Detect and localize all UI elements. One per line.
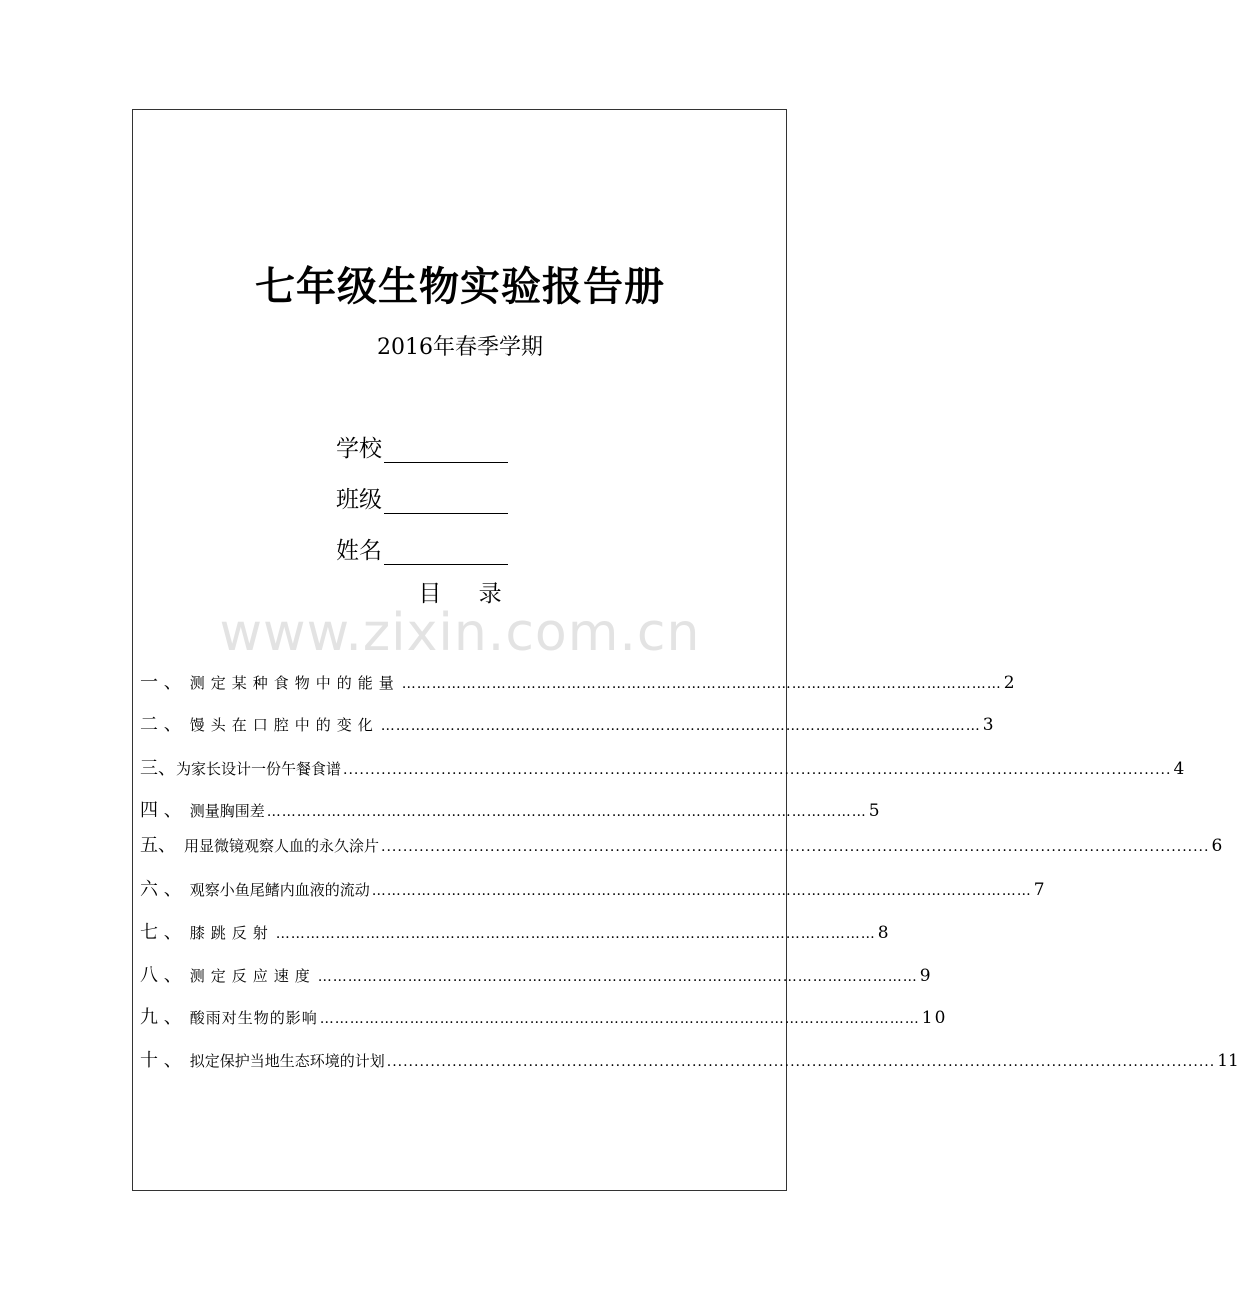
- toc-number: 四 、: [140, 800, 182, 821]
- school-blank-line[interactable]: [384, 440, 508, 463]
- toc-page-number: 6: [1211, 836, 1223, 856]
- school-field[interactable]: [336, 430, 508, 463]
- toc-leader-dots: …………………………………………………………………………………………………………: [266, 804, 867, 820]
- toc-row[interactable]: [140, 1046, 1239, 1072]
- watermark: www.zixin.com.cn: [219, 603, 701, 663]
- toc-number: 六 、: [140, 879, 182, 900]
- toc-label: 观察小鱼尾鳍内血液的流动: [189, 881, 370, 899]
- name-blank-line[interactable]: [384, 542, 508, 565]
- class-blank-line[interactable]: [384, 491, 508, 514]
- toc-page-number: 9: [919, 966, 931, 986]
- toc-number: 九 、: [140, 1007, 182, 1028]
- toc-label: 测定某种食物中的能量: [189, 674, 400, 692]
- toc-label: 拟定保护当地生态环境的计划: [189, 1052, 385, 1070]
- toc-page-number: 8: [877, 923, 889, 943]
- toc-leader-dots: ……………………………………………………………………………………………………………………: [371, 883, 1032, 899]
- toc-row[interactable]: [140, 796, 880, 822]
- toc-page-number: 2: [1003, 673, 1015, 693]
- toc-leader-dots: …………………………………………………………………………………………………………: [317, 969, 918, 985]
- toc-number: 五、: [140, 835, 176, 856]
- toc-row[interactable]: [140, 1003, 948, 1029]
- toc-label: 为家长设计一份午餐食谱: [176, 760, 342, 778]
- toc-row[interactable]: [140, 918, 889, 944]
- toc-leader-dots: …………………………………………………………………………………………………………: [401, 676, 1002, 692]
- toc-number: 一 、: [140, 672, 182, 693]
- toc-heading: 目 录: [418, 581, 502, 607]
- toc-number: 二 、: [140, 714, 182, 735]
- toc-row[interactable]: [140, 710, 994, 736]
- toc-leader-dots: …………………………………………………………………………………………………………: [275, 926, 876, 942]
- toc-leader-dots: ........................................................................................................................................................: [343, 762, 1172, 778]
- toc-leader-dots: …………………………………………………………………………………………………………: [319, 1011, 920, 1027]
- toc-label: 用显微镜观察人血的永久涂片: [184, 837, 380, 855]
- toc-row[interactable]: [140, 875, 1045, 901]
- class-field[interactable]: [336, 481, 508, 514]
- toc-page-number: 5: [868, 801, 880, 821]
- toc-label: 测定反应速度: [189, 967, 316, 985]
- toc-number: 十 、: [140, 1050, 182, 1071]
- toc-leader-dots: ........................................................................................................................................................: [386, 1054, 1216, 1070]
- toc-number: 七 、: [140, 922, 182, 943]
- toc-leader-dots: ........................................................................................................................................................: [381, 839, 1210, 855]
- toc-row[interactable]: [140, 961, 931, 987]
- toc-label: 测量胸围差: [189, 802, 265, 820]
- school-label: 学校: [336, 436, 382, 462]
- toc-page-number: 4: [1173, 759, 1185, 779]
- toc-label: 馒头在口腔中的变化: [189, 716, 379, 734]
- name-field[interactable]: [336, 532, 508, 565]
- toc-label: 膝跳反射: [189, 924, 274, 942]
- toc-label: 酸雨对生物的影响: [189, 1009, 318, 1027]
- toc-page-number: 3: [982, 715, 994, 735]
- toc-row[interactable]: [140, 754, 1185, 780]
- toc-row[interactable]: [140, 831, 1223, 857]
- toc-number: 八 、: [140, 965, 182, 986]
- toc-number: 三、: [140, 758, 176, 779]
- document-subtitle: 2016年春季学期: [377, 335, 543, 360]
- class-label: 班级: [336, 487, 382, 513]
- toc-leader-dots: …………………………………………………………………………………………………………: [380, 718, 981, 734]
- document-title: 七年级生物实验报告册: [255, 264, 665, 310]
- toc-page-number: 7: [1033, 880, 1045, 900]
- toc-page-number: 10: [921, 1008, 948, 1028]
- name-label: 姓名: [336, 538, 382, 564]
- toc-page-number: 11: [1217, 1051, 1239, 1071]
- toc-row[interactable]: [140, 668, 1015, 694]
